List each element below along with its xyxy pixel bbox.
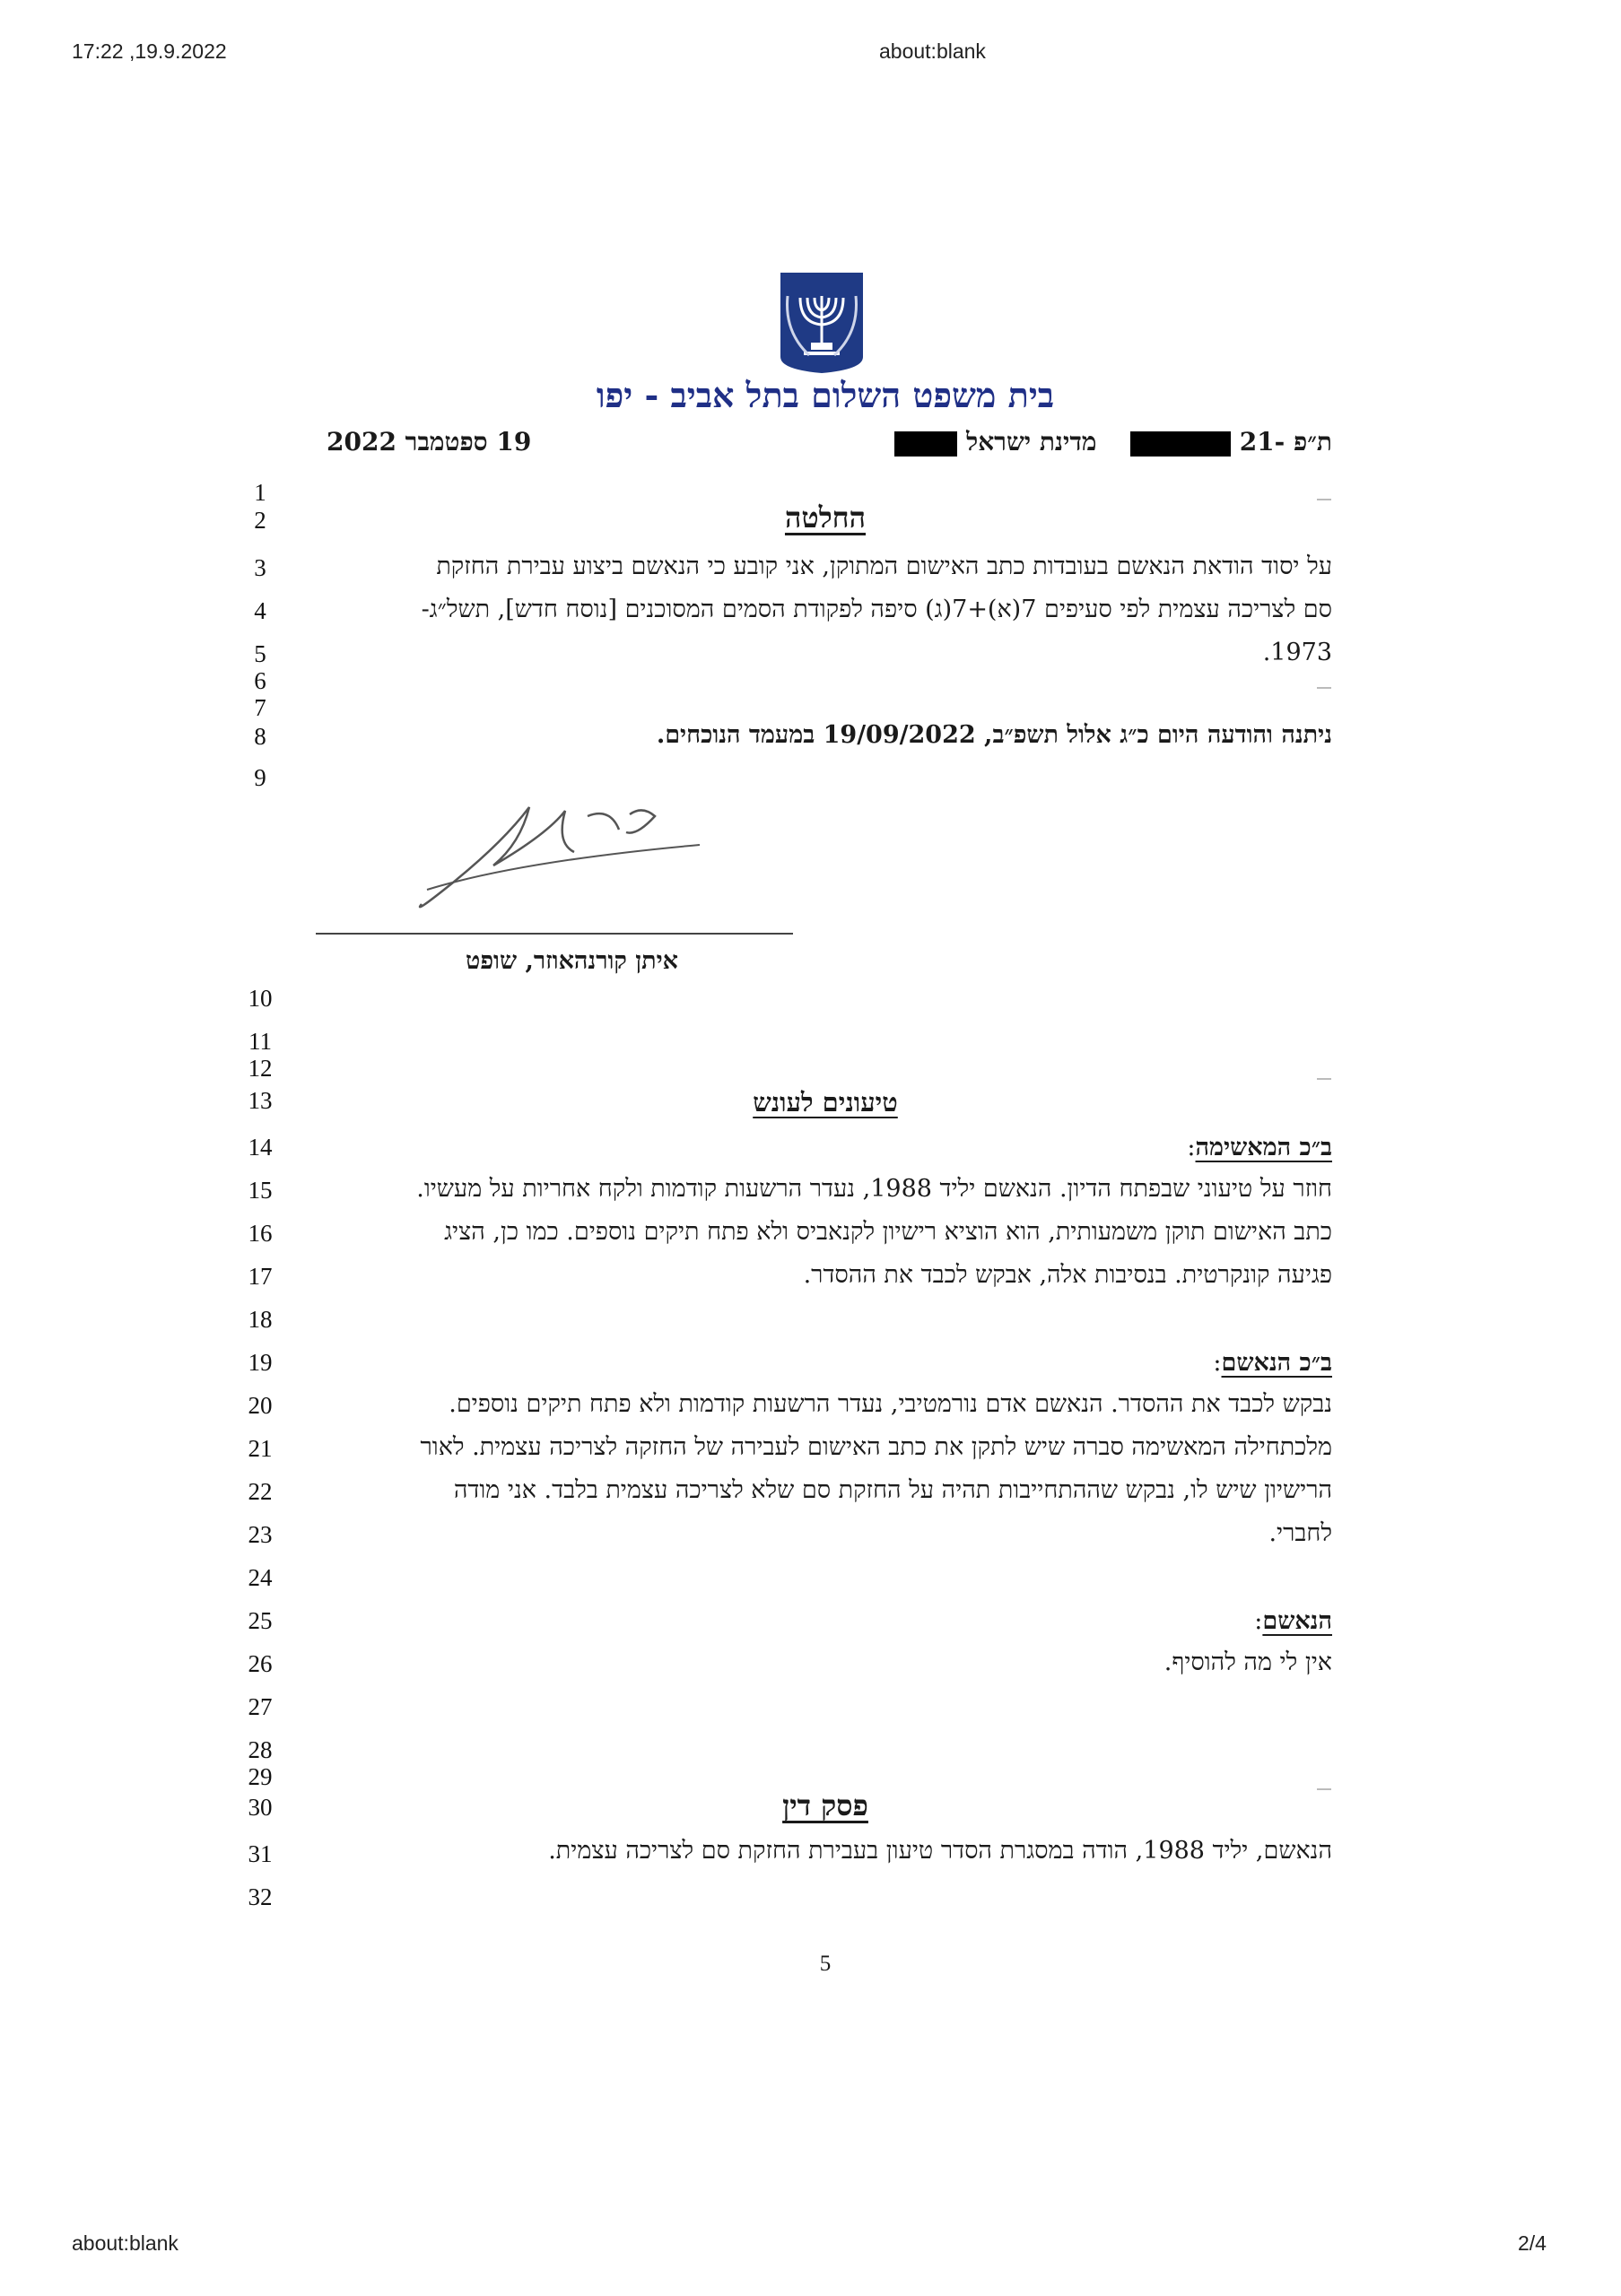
case-prefix: ת״פ <box>1294 427 1332 457</box>
line-number: 23 <box>248 1521 273 1548</box>
judge-name: איתן קורנהאוזר, שופט <box>466 947 678 975</box>
line-number: 8 <box>254 723 266 750</box>
print-timestamp: 17:22 ,19.9.2022 <box>72 39 227 63</box>
decision-title: החלטה <box>784 500 867 535</box>
line-number: 17 <box>248 1263 273 1290</box>
line-number: 7 <box>254 694 266 721</box>
arguments-title: טיעונים לעונש <box>753 1087 898 1118</box>
verdict-line: הנאשם, יליד 1988, הודה במסגרת הסדר טיעון בעבירת החזקת סם לצריכה עצמית. <box>548 1837 1332 1865</box>
line-number: 21 <box>248 1435 273 1462</box>
line-number: 10 <box>248 985 273 1012</box>
verdict-title: פסק דין <box>782 1788 868 1822</box>
decision-line: 1973. <box>1262 639 1332 666</box>
defense-label: ב״כ הנאשם: <box>1213 1349 1332 1377</box>
line-number: 18 <box>248 1306 273 1333</box>
judge-signature <box>395 780 709 918</box>
line-number: 2 <box>254 507 266 534</box>
line-number: 6 <box>254 667 266 694</box>
prosecution-label: ב״כ המאשימה: <box>1187 1134 1332 1161</box>
line-number: 14 <box>248 1134 273 1161</box>
redaction-box <box>894 431 957 457</box>
line-number: 32 <box>248 1883 273 1910</box>
line-number: 13 <box>248 1087 273 1114</box>
page-number: 5 <box>819 1952 832 1976</box>
print-page-count: 2/4 <box>1518 2231 1547 2255</box>
margin-mark <box>1317 1078 1331 1080</box>
decision-given: ניתנה והודעה היום כ״ג אלול תשפ״ב, 19/09/2022 במעמד הנוכחים. <box>656 721 1332 749</box>
line-number: 3 <box>254 554 266 581</box>
margin-mark <box>1317 687 1331 689</box>
prosecution-line: חוזר על טיעוני שבפתח הדיון. הנאשם יליד 1988, נעדר הרשעות קודמות ולקח אחריות על מעשיו. <box>416 1175 1332 1203</box>
margin-mark <box>1317 1788 1331 1790</box>
defense-line: הרישיון שיש לו, נבקש שההתחייבות תהיה על החזקת סם שלא לצריכה עצמית בלבד. אני מודה <box>453 1476 1332 1504</box>
line-number: 15 <box>248 1177 273 1204</box>
case-parties: מדינת ישראל <box>966 427 1097 457</box>
prosecution-line: כתב האישום תוקן משמעותית, הוא הוציא רישיון לקנאביס ולא פתח תיקים נוספים. כמו כן, הציג <box>444 1218 1332 1246</box>
line-number: 24 <box>248 1564 273 1591</box>
line-number: 4 <box>254 597 266 624</box>
line-number: 30 <box>248 1794 273 1821</box>
court-name: בית משפט השלום בתל אביב - יפו <box>596 375 1055 415</box>
line-number: 9 <box>254 764 266 791</box>
prosecution-line: פגיעה קונקרטית. בנסיבות אלה, אבקש לכבד את ההסדר. <box>803 1261 1332 1289</box>
line-number: 16 <box>248 1220 273 1247</box>
print-url-top: about:blank <box>879 39 986 63</box>
line-number: 28 <box>248 1736 273 1763</box>
line-number: 22 <box>248 1478 273 1505</box>
line-number: 27 <box>248 1693 273 1720</box>
case-header <box>894 427 1332 457</box>
line-number: 26 <box>248 1650 273 1677</box>
defense-line: נבקש לכבד את ההסדר. הנאשם אדם נורמטיבי, נעדר הרשעות קודמות ולא פתח תיקים נוספים. <box>449 1390 1332 1418</box>
defense-line: לחברי. <box>1268 1519 1332 1547</box>
line-number: 31 <box>248 1840 273 1867</box>
accused-line: אין לי מה להוסיף. <box>1163 1648 1332 1676</box>
line-number: 12 <box>248 1055 273 1082</box>
line-number: 11 <box>248 1028 272 1055</box>
defense-line: מלכתחילה המאשימה סברה שיש לתקן את כתב האישום לעבירה של החזקה לצריכה עצמית. לאור <box>420 1433 1332 1461</box>
line-number: 19 <box>248 1349 273 1376</box>
print-url-bottom: about:blank <box>72 2231 179 2255</box>
margin-mark <box>1317 499 1331 500</box>
state-emblem-icon <box>777 269 867 378</box>
signature-line <box>316 933 793 935</box>
line-number: 5 <box>254 640 266 667</box>
case-date: 19 ספטמבר 2022 <box>327 427 532 457</box>
line-number: 25 <box>248 1607 273 1634</box>
line-number: 1 <box>254 479 266 506</box>
line-number: 20 <box>248 1392 273 1419</box>
redaction-box <box>1130 431 1231 457</box>
decision-line: על יסוד הודאת הנאשם בעובדות כתב האישום המתוקן, אני קובע כי הנאשם ביצוע עבירת החזקת <box>436 552 1332 580</box>
accused-label: הנאשם: <box>1254 1607 1332 1635</box>
case-suffix: -21 <box>1239 427 1285 457</box>
line-number: 29 <box>248 1763 273 1790</box>
decision-line: סם לצריכה עצמית לפי סעיפים 7(א)+7(ג) סיפה לפקודת הסמים המסוכנים [נוסח חדש], תשל״ג- <box>421 596 1332 623</box>
